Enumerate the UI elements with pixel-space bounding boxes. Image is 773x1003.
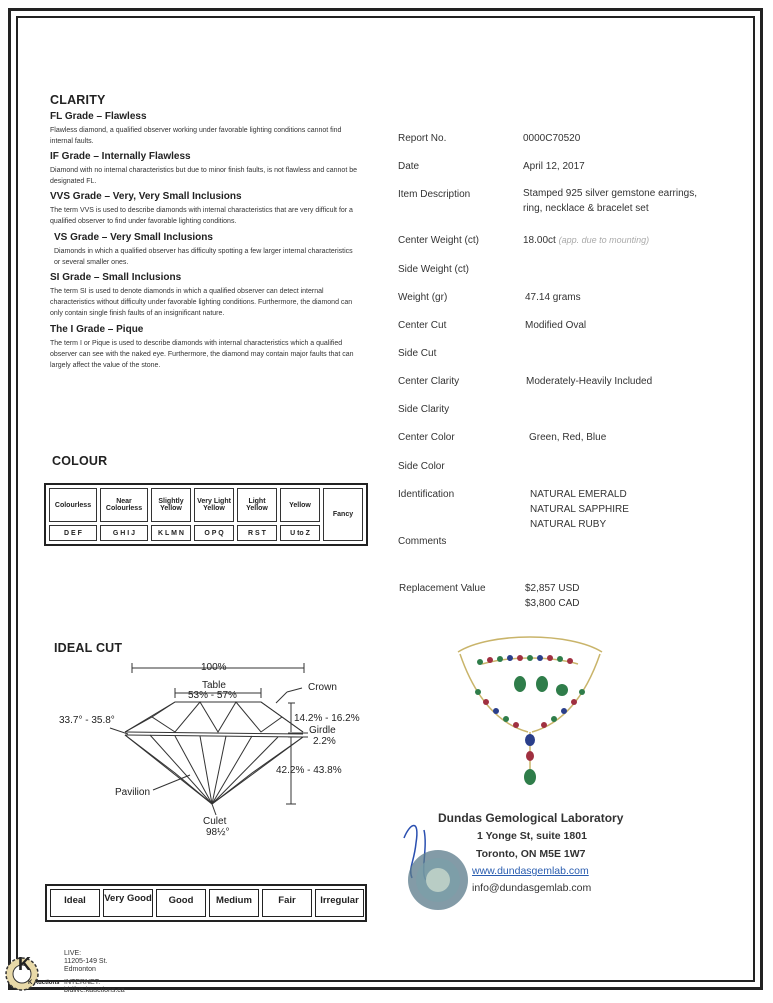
clarity-heading: CLARITY	[50, 93, 106, 107]
report-date: April 12, 2017	[523, 161, 585, 172]
center-clarity: Moderately-Heavily Included	[526, 376, 653, 387]
crown-angle-label: 33.7° - 35.8°	[59, 715, 115, 726]
pavilion-label: Pavilion	[115, 787, 151, 798]
colour-name-cell: Light Yellow	[237, 488, 277, 522]
identification-line: NATURAL SAPPHIRE	[530, 504, 629, 515]
lab-address1: 1 Yonge St, suite 1801	[477, 830, 587, 842]
colour-scale	[44, 483, 368, 546]
cut-very-good: Very Good	[103, 889, 153, 917]
colour-name-cell: Fancy	[323, 488, 363, 541]
clarity-vs	[54, 232, 360, 268]
cut-good: Good	[156, 889, 206, 917]
crown-height-label: 14.2% - 16.2%	[294, 713, 360, 724]
colour-name-cell: Slightly Yellow	[151, 488, 191, 522]
colour-name-cell: Very Light Yellow	[194, 488, 234, 522]
auction-stamp-text	[64, 950, 125, 995]
center-weight-value: 18.00ct	[523, 235, 556, 246]
report-label: Center Cut	[398, 320, 447, 331]
colour-grade-cell: D E F	[49, 525, 97, 541]
lab-email: info@dundasgemlab.com	[472, 882, 592, 894]
grade-title: IF Grade – Internally Flawless	[50, 151, 191, 162]
stamp-live: LIVE:	[64, 950, 82, 957]
replacement-cad: $3,800 CAD	[525, 598, 580, 609]
ideal-cut-heading: IDEAL CUT	[54, 641, 123, 655]
weight-grams: 47.14 grams	[525, 292, 581, 303]
clarity-si	[50, 272, 360, 319]
colour-grade-cell: U to Z	[280, 525, 320, 541]
cut-scale	[45, 884, 367, 922]
stamp-city: Edmonton	[64, 966, 96, 973]
stamp-internet: INTERNET:	[64, 979, 101, 986]
lab-seal	[390, 818, 480, 913]
colour-grade-cell: K L M N	[151, 525, 191, 541]
grade-text: Flawless diamond, a qualified observer working under favorable lighting conditions cannot find internal faults.	[50, 127, 342, 145]
stamp-web: bidlive.kauctions.ca	[64, 987, 125, 994]
colour-heading: COLOUR	[52, 454, 108, 468]
grade-text: The term I or Pique is used to describe diamonds with internal characteristics which a qualified observer can see with the naked eye. Furthermore, the diamond may contain major faults that can largely affect the value of the stone.	[50, 340, 354, 369]
grade-text: The term VVS is used to describe diamonds with internal characteristics that are very difficult for a qualified observer to find under favorable lighting conditions.	[50, 207, 353, 225]
clarity-if	[50, 151, 360, 187]
table-value: 53% - 57%	[188, 690, 237, 701]
grade-title: VS Grade – Very Small Inclusions	[54, 232, 213, 243]
center-color: Green, Red, Blue	[529, 432, 607, 443]
grade-text: Diamond with no internal characteristics but due to minor finish faults, is not flawless and cannot be designated FL.	[50, 167, 357, 185]
grade-text: The term SI is used to denote diamonds in which a qualified observer can detect internal characteristics without difficulty under favorable lighting conditions. Furthermore, the diamond can only contain single finish faults of an insignificant nature.	[50, 288, 353, 317]
cut-fair: Fair	[262, 889, 312, 917]
auction-logo	[2, 948, 62, 998]
colour-grade-cell: O P Q	[194, 525, 234, 541]
lab-name: Dundas Gemological Laboratory	[438, 811, 624, 825]
identification-line: NATURAL RUBY	[530, 519, 607, 530]
report-label: Side Weight (ct)	[398, 264, 469, 275]
clarity-fl	[50, 111, 360, 147]
auction-logo-letter: K	[18, 954, 31, 974]
report-number: 0000C70520	[523, 133, 581, 144]
center-cut: Modified Oval	[525, 320, 587, 331]
girdle-label: Girdle	[309, 725, 336, 736]
clarity-i	[50, 324, 360, 371]
report-label: Identification	[398, 489, 455, 500]
replacement-value	[525, 581, 579, 611]
lab-website-link[interactable]: www.dundasgemlab.com	[472, 865, 589, 877]
table-label: Table	[202, 680, 226, 691]
report-label: Report No.	[398, 133, 447, 144]
jewelry-photo	[450, 632, 610, 792]
report-label: Weight (gr)	[398, 292, 448, 303]
grade-title: SI Grade – Small Inclusions	[50, 272, 182, 283]
colour-name-cell: Near Colourless	[100, 488, 148, 522]
report-label: Side Color	[398, 461, 445, 472]
grade-title: FL Grade – Flawless	[50, 111, 147, 122]
colour-name-cell: Colourless	[49, 488, 97, 522]
cut-ideal: Ideal	[50, 889, 100, 917]
stamp-street: 11205-149 St.	[64, 958, 108, 965]
report-label: Comments	[398, 536, 447, 547]
report-label: Side Clarity	[398, 404, 450, 415]
grade-title: VVS Grade – Very, Very Small Inclusions	[50, 191, 242, 202]
report-label: Item Description	[398, 189, 471, 200]
crown-label: Crown	[308, 682, 337, 693]
center-weight	[523, 233, 649, 248]
diamond-diagram	[40, 655, 380, 840]
report-label: Date	[398, 161, 420, 172]
width-label: 100%	[201, 662, 227, 673]
cut-medium: Medium	[209, 889, 259, 917]
girdle-value: 2.2%	[313, 736, 336, 747]
cut-irregular: Irregular	[315, 889, 364, 917]
report-label: Replacement Value	[399, 583, 486, 594]
auction-brand: K Auctions	[28, 980, 60, 986]
colour-grade-cell: G H I J	[100, 525, 148, 541]
report-label: Center Weight (ct)	[398, 235, 479, 246]
colour-grade-cell: R S T	[237, 525, 277, 541]
grade-title: The I Grade – Pique	[50, 324, 144, 335]
culet-value: 98½°	[206, 827, 230, 838]
report-label: Side Cut	[398, 348, 437, 359]
colour-name-cell: Yellow	[280, 488, 320, 522]
report-label: Center Clarity	[398, 376, 460, 387]
item-description: Stamped 925 silver gemstone earrings, ring, necklace & bracelet set	[523, 188, 697, 214]
culet-label: Culet	[203, 816, 227, 827]
identification-line: NATURAL EMERALD	[530, 489, 627, 500]
identification	[530, 487, 629, 532]
replacement-usd: $2,857 USD	[525, 583, 580, 594]
clarity-vvs	[50, 191, 360, 227]
lab-address2: Toronto, ON M5E 1W7	[476, 848, 586, 860]
report-label: Center Color	[398, 432, 455, 443]
pavilion-depth-label: 42.2% - 43.8%	[276, 765, 342, 776]
grade-text: Diamonds in which a qualified observer has difficulty spotting a few larger internal characteristics or several smaller ones.	[54, 248, 353, 266]
center-weight-note: (app. due to mounting)	[558, 235, 650, 245]
